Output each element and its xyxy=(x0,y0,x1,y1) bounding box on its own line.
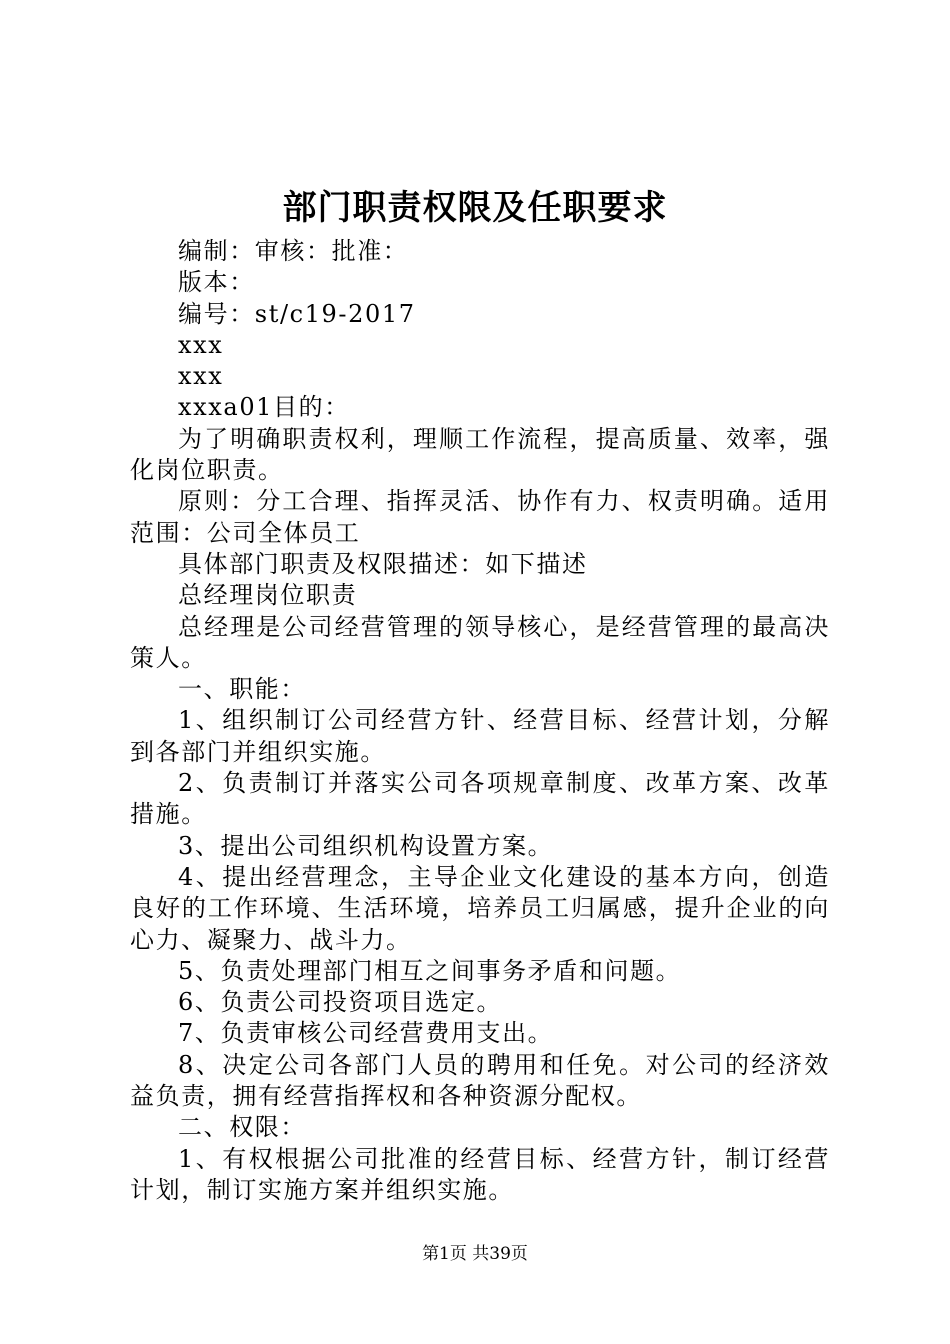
paragraph-function-6: 6、负责公司投资项目选定。 xyxy=(178,988,503,1017)
document-body xyxy=(130,236,830,1206)
paragraph-function-8: 8、决定公司各部门人员的聘用和任免。对公司的经济效益负责，拥有经营指挥权和各种资源分配权。 xyxy=(130,1050,830,1111)
document-title: 部门职责权限及任职要求 xyxy=(282,188,668,228)
paragraph-compile-review-approve: 编制：审核：批准： xyxy=(178,237,409,265)
paragraph-description-intro: 具体部门职责及权限描述：如下描述 xyxy=(178,549,588,578)
paragraph-gm-role: 总经理是公司经营管理的领导核心，是经营管理的最高决策人。 xyxy=(130,612,830,672)
paragraph-number: 编号：st/c19-2017 xyxy=(178,299,416,328)
paragraph-principle: 原则：分工合理、指挥灵活、协作有力、权责明确。适用范围：公司全体员工 xyxy=(130,487,830,547)
paragraph-function-4: 4、提出经营理念，主导企业文化建设的基本方向，创造良好的工作环境、生活环境，培养员工归属感，提升企业的向心力、凝聚力、战斗力。 xyxy=(130,862,830,954)
paragraph-function-3: 3、提出公司组织机构设置方案。 xyxy=(178,831,554,860)
paragraph-authority-heading: 二、权限： xyxy=(178,1113,306,1142)
paragraph-purpose-heading: xxxa01目的： xyxy=(178,393,350,422)
paragraph-xxx-1: xxx xyxy=(178,330,224,359)
paragraph-xxx-2: xxx xyxy=(178,362,224,391)
paragraph-authority-1: 1、有权根据公司批准的经营目标、经营方针，制订经营计划，制订实施方案并组织实施。 xyxy=(130,1144,830,1204)
paragraph-gm-duties-heading: 总经理岗位职责 xyxy=(178,581,358,610)
paragraph-function-5: 5、负责处理部门相互之间事务矛盾和问题。 xyxy=(178,956,682,985)
page-footer: 第1页 共39页 xyxy=(422,1244,528,1264)
paragraph-purpose: 为了明确职责权利，理顺工作流程，提高质量、效率，强化岗位职责。 xyxy=(130,424,830,485)
paragraph-functions-heading: 一、职能： xyxy=(178,675,306,704)
paragraph-function-1: 1、组织制订公司经营方针、经营目标、经营计划，分解到各部门并组织实施。 xyxy=(130,706,830,766)
paragraph-version: 版本： xyxy=(178,268,255,297)
paragraph-function-2: 2、负责制订并落实公司各项规章制度、改革方案、改革措施。 xyxy=(130,769,830,829)
paragraph-function-7: 7、负责审核公司经营费用支出。 xyxy=(178,1019,554,1048)
